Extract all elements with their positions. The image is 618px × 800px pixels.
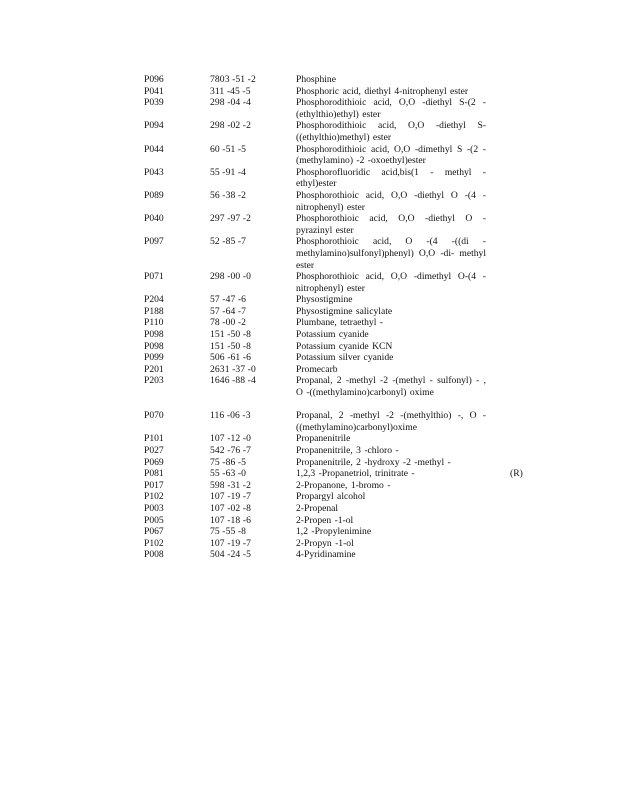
waste-code: P027 xyxy=(144,445,164,456)
cas-number: 75 -86 -5 xyxy=(210,456,247,468)
table-row xyxy=(144,352,514,364)
table-row xyxy=(144,236,514,271)
table-row xyxy=(144,457,514,469)
substance-name: 2-Propanone, 1-bromo - xyxy=(296,479,391,491)
cas-number: 598 -31 -2 xyxy=(210,479,251,491)
cas-number: 52 -85 -7 xyxy=(210,236,247,248)
waste-code: P098 xyxy=(144,340,164,352)
waste-code: P203 xyxy=(144,375,164,387)
waste-code: P102 xyxy=(144,537,164,549)
substance-name: Propargyl alcohol xyxy=(296,491,366,503)
waste-code: P069 xyxy=(144,456,164,468)
table-row xyxy=(144,190,514,213)
waste-code: P081 xyxy=(144,468,164,480)
table-row xyxy=(144,144,514,167)
table-row xyxy=(144,445,514,457)
substance-name: Phosphorothioic acid, O -(4 -((di - methylamino)sulfonyl)phenyl) O,O -di- methyl ester xyxy=(296,236,486,271)
cas-number: 56 -38 -2 xyxy=(210,189,247,201)
waste-code: P040 xyxy=(144,213,164,225)
table-row xyxy=(144,317,514,329)
cas-number: 116 -06 -3 xyxy=(210,410,251,422)
table-row xyxy=(144,341,514,353)
substance-suffix: (R) xyxy=(510,468,523,480)
substance-name: Potassium cyanide xyxy=(296,329,369,341)
waste-code: P188 xyxy=(144,305,164,317)
cas-number: 298 -00 -0 xyxy=(210,271,251,283)
cas-number: 107 -02 -8 xyxy=(210,502,251,514)
waste-code: P201 xyxy=(144,363,164,375)
cas-number: 107 -18 -6 xyxy=(210,514,251,526)
cas-number: 57 -64 -7 xyxy=(210,305,247,317)
table-row xyxy=(144,213,514,236)
cas-number: 1646 -88 -4 xyxy=(210,375,256,387)
waste-code: P044 xyxy=(144,143,164,155)
substance-name: Plumbane, tetraethyl - xyxy=(296,317,383,329)
waste-code: P017 xyxy=(144,479,164,491)
substance-name: 1,2 -Propylenimine xyxy=(296,526,372,538)
cas-number: 60 -51 -5 xyxy=(210,143,247,155)
table-row xyxy=(144,271,514,294)
table-row xyxy=(144,503,514,515)
table-row xyxy=(144,515,514,527)
cas-number: 151 -50 -8 xyxy=(210,340,251,352)
cas-number: 542 -76 -7 xyxy=(210,445,251,456)
waste-code: P039 xyxy=(144,97,164,109)
substance-name: 1,2,3 -Propanetriol, trinitrate - xyxy=(296,468,415,480)
waste-code: P099 xyxy=(144,352,164,364)
waste-code: P067 xyxy=(144,526,164,538)
table-row xyxy=(144,306,514,318)
table-row xyxy=(144,120,514,143)
table-row xyxy=(144,491,514,503)
cas-number: 55 -63 -0 xyxy=(210,468,247,480)
waste-code: P096 xyxy=(144,74,164,85)
substance-name: Propanenitrile, 2 -hydroxy -2 -methyl - xyxy=(296,456,451,468)
cas-number: 107 -19 -7 xyxy=(210,491,251,503)
cas-number: 297 -97 -2 xyxy=(210,213,251,225)
substance-name: Potassium silver cyanide xyxy=(296,352,394,364)
cas-number: 506 -61 -6 xyxy=(210,352,251,364)
table-row xyxy=(144,433,514,445)
table-row xyxy=(144,468,523,480)
substance-name: Potassium cyanide KCN xyxy=(296,340,393,352)
substance-name: Propanenitrile, 3 -chloro - xyxy=(296,445,399,456)
table-row xyxy=(144,97,514,120)
waste-code: P204 xyxy=(144,294,164,306)
substance-name: Phosphoric acid, diethyl 4-nitrophenyl ester xyxy=(296,85,469,97)
cas-number: 298 -02 -2 xyxy=(210,120,251,132)
waste-code: P089 xyxy=(144,189,164,201)
waste-code: P097 xyxy=(144,236,164,248)
hazardous-waste-table xyxy=(144,74,523,561)
waste-code: P003 xyxy=(144,502,164,514)
cas-number: 107 -12 -0 xyxy=(210,433,251,445)
cas-number: 151 -50 -8 xyxy=(210,329,251,341)
table-row xyxy=(144,538,514,550)
substance-name: Phosphorodithioic acid, O,O -diethyl S-((ethylthio)methyl) ester xyxy=(296,120,486,143)
substance-name: Phosphorodithioic acid, O,O -diethyl S-(2 -(ethylthio)ethyl) ester xyxy=(296,97,486,120)
waste-code: P041 xyxy=(144,85,164,97)
cas-number: 78 -00 -2 xyxy=(210,317,247,329)
substance-name: Physostigmine salicylate xyxy=(296,305,393,317)
substance-name: Physostigmine xyxy=(296,294,353,306)
table-row xyxy=(144,329,514,341)
waste-code: P071 xyxy=(144,271,164,283)
substance-name: 4-Pyridinamine xyxy=(296,549,356,561)
cas-number: 298 -04 -4 xyxy=(210,97,251,109)
table-row xyxy=(144,375,514,398)
substance-name: Phosphine xyxy=(296,74,336,85)
cas-number: 55 -91 -4 xyxy=(210,166,247,178)
cas-number: 2631 -37 -0 xyxy=(210,363,256,375)
substance-name: Propanal, 2 -methyl -2 -(methyl - sulfonyl) - , O -((methylamino)carbonyl) oxime xyxy=(296,375,486,399)
waste-code: P008 xyxy=(144,549,164,561)
cas-number: 75 -55 -8 xyxy=(210,526,247,538)
table-row xyxy=(144,167,514,190)
substance-name: Phosphorodithioic acid, O,O -dimethyl S -(2 -(methylamino) -2 -oxoethyl)ester xyxy=(296,143,486,167)
table-row xyxy=(144,549,514,561)
waste-code: P005 xyxy=(144,514,164,526)
waste-code: P102 xyxy=(144,491,164,503)
cas-number: 57 -47 -6 xyxy=(210,294,247,306)
table-row xyxy=(144,74,514,86)
waste-code: P043 xyxy=(144,166,164,178)
table-row xyxy=(144,480,514,492)
waste-code: P110 xyxy=(144,317,164,329)
table-row xyxy=(144,294,514,306)
substance-name: 2-Propenal xyxy=(296,502,339,514)
substance-name: Phosphorofluoridic acid,bis(1 - methyl - ethyl)ester xyxy=(296,166,486,190)
waste-code: P101 xyxy=(144,433,164,445)
substance-name: Phosphorothioic acid, O,O -diethyl O -pyrazinyl ester xyxy=(296,213,486,236)
waste-code: P098 xyxy=(144,329,164,341)
substance-name: Propanal, 2 -methyl -2 -(methylthio) -, O -((methylamino)carbonyl)oxime xyxy=(296,410,486,433)
substance-name: Promecarb xyxy=(296,363,338,375)
cas-number: 7803 -51 -2 xyxy=(210,74,256,85)
substance-name: 2-Propen -1-ol xyxy=(296,514,354,526)
substance-name: Phosphorothioic acid, O,O -dimethyl O-(4 -nitrophenyl) ester xyxy=(296,271,486,294)
waste-code: P070 xyxy=(144,410,164,422)
cas-number: 107 -19 -7 xyxy=(210,537,251,549)
table-row xyxy=(144,364,514,376)
cas-number: 504 -24 -5 xyxy=(210,549,251,561)
table-row xyxy=(144,410,514,433)
substance-name: Phosphorothioic acid, O,O -diethyl O -(4 -nitrophenyl) ester xyxy=(296,189,486,213)
table-row xyxy=(144,86,514,98)
waste-code: P094 xyxy=(144,120,164,132)
table-row xyxy=(144,526,514,538)
cas-number: 311 -45 -5 xyxy=(210,85,251,97)
substance-name: 2-Propyn -1-ol xyxy=(296,537,354,549)
substance-name: Propanenitrile xyxy=(296,433,351,445)
